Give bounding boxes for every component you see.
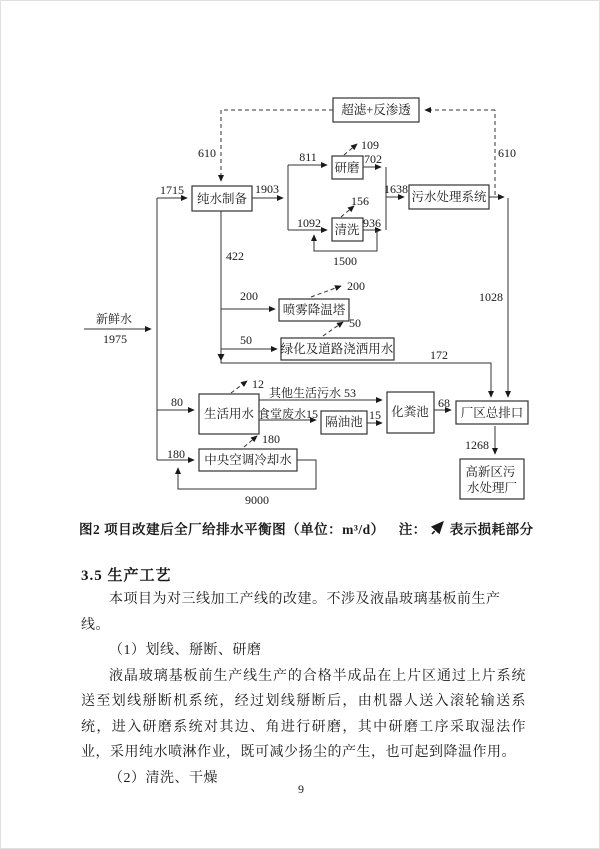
paragraph: 液晶玻璃基板前生产线生产的合格半成品在上片区通过上片系统送至划线掰断机系统，经过划线掰断后，由机器人送入滚轮输送系统，进入研磨系统对其边、角进行研磨，其中研磨工序采取湿法作业，采用纯水喷淋作业，既可减少扬尘的产生，也可起到降温作用。	[81, 668, 526, 760]
loss-arrow-icon	[429, 518, 449, 536]
node-ac-label: 中央空调冷却水	[204, 453, 292, 467]
flow-50-loss: 50	[349, 316, 361, 330]
flow-156: 156	[351, 194, 369, 208]
grind-loss-line	[344, 144, 357, 155]
flow-1715: 1715	[160, 183, 184, 197]
node-plant-label-line2: 水处理厂	[466, 481, 518, 495]
figure-caption-text: 图2 项目改建后全厂给排水平衡图（单位：m³/d）	[79, 522, 385, 537]
flow-610-right: 610	[498, 146, 516, 160]
node-outlet-label: 厂区总排口	[460, 406, 524, 420]
flow-50: 50	[240, 333, 252, 347]
section-body	[81, 587, 526, 791]
flow-other-sewage-label: 其他生活污水 53	[269, 386, 357, 400]
flow-68: 68	[438, 396, 450, 410]
node-pure-label: 纯水制备	[196, 192, 248, 206]
node-grease-label: 隔油池	[325, 415, 363, 429]
flow-9000: 9000	[245, 493, 269, 507]
flow-200-loss: 200	[347, 279, 365, 293]
flow-freshwater-label: 新鲜水	[95, 312, 133, 326]
flow-422: 422	[226, 249, 244, 263]
flow-freshwater-value: 1975	[103, 332, 127, 346]
green-loss-line	[323, 322, 343, 336]
flow-180-loss: 180	[262, 432, 280, 446]
flow-936: 936	[363, 216, 381, 230]
flow-1268: 1268	[465, 438, 489, 452]
section-heading: 3.5 生产工艺	[81, 568, 172, 584]
flow-811: 811	[299, 150, 317, 164]
flow-1638: 1638	[384, 182, 408, 196]
life-loss-line	[231, 381, 247, 393]
flow-1500: 1500	[333, 254, 357, 268]
node-septic-label: 化粪池	[391, 405, 429, 419]
page-number: 9	[298, 782, 304, 796]
flow-1903: 1903	[255, 182, 279, 196]
flow-1028: 1028	[479, 290, 503, 304]
flow-180: 180	[167, 447, 185, 461]
flow-1092: 1092	[297, 216, 321, 230]
paragraph: （2）清洗、干燥	[109, 770, 218, 786]
ac-loss-line	[244, 436, 257, 447]
flow-109: 109	[361, 138, 379, 152]
flow-200: 200	[240, 289, 258, 303]
node-plant-label-line1: 高新区污	[465, 465, 516, 479]
down-arrowhead	[218, 354, 225, 361]
node-uf-label: 超滤+反渗透	[341, 103, 411, 117]
paragraph: 本项目为对三线加工产线的改建。不涉及液晶玻璃基板前生产线。	[81, 592, 501, 633]
spray-loss-line	[311, 286, 341, 297]
node-grind-label: 研磨	[334, 161, 360, 175]
flow-canteen-label: 食堂废水15	[258, 407, 319, 421]
node-life-label: 生活用水	[203, 407, 255, 421]
flow-15: 15	[369, 408, 381, 422]
flow-172: 172	[430, 348, 448, 362]
paragraph: （1）划线、掰断、研磨	[109, 643, 262, 658]
node-spray-label: 喷雾降温塔	[282, 303, 346, 317]
figure-note-suffix: 表示损耗部分	[449, 522, 534, 537]
node-clean-label: 清洗	[334, 223, 360, 237]
flow-80: 80	[171, 395, 183, 409]
flow-702: 702	[364, 152, 382, 166]
figure-caption	[79, 518, 539, 538]
figure-note-prefix: 注：	[398, 522, 427, 537]
water-balance-diagram	[1, 1, 600, 513]
flow-610-left: 610	[198, 146, 216, 160]
node-green-label: 绿化及道路浇洒用水	[280, 342, 394, 356]
flow-12-loss: 12	[252, 377, 264, 391]
node-sewage-label: 污水处理系统	[411, 190, 487, 204]
